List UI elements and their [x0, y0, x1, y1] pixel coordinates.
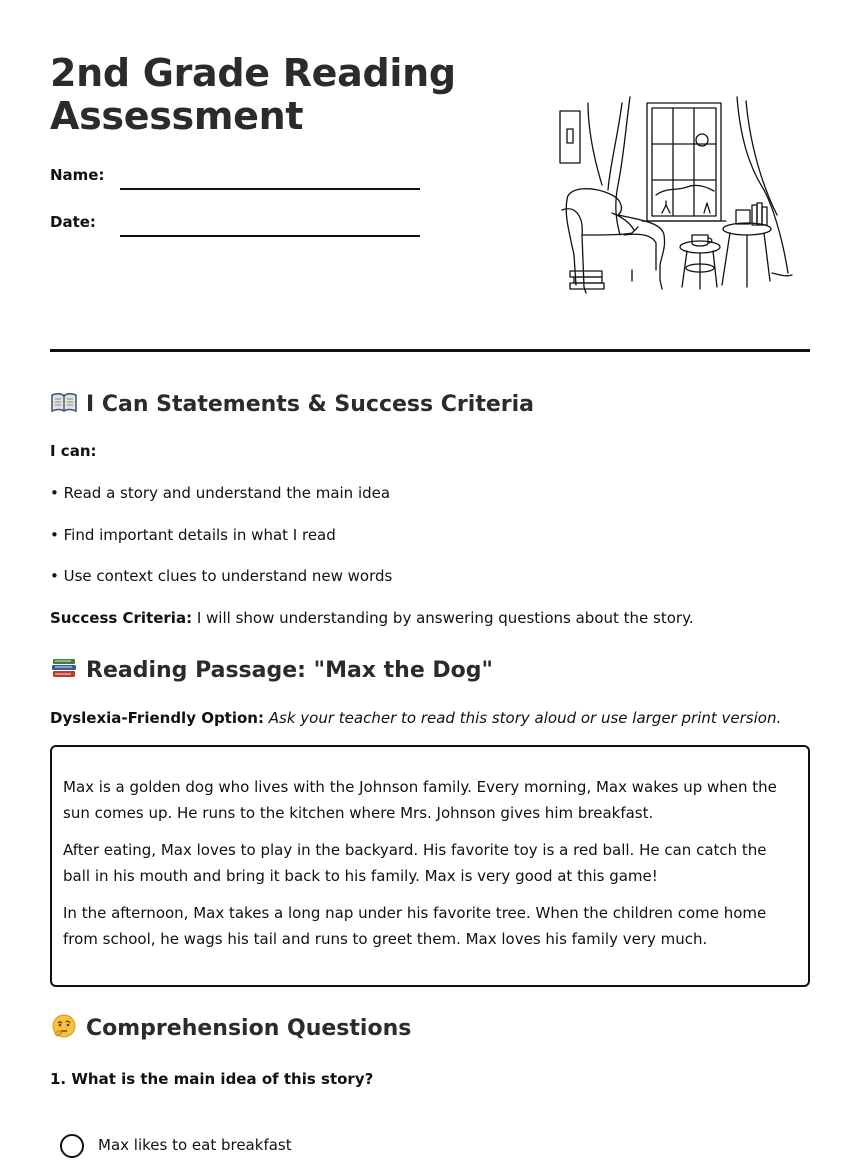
i-can-item-3: • Use context clues to understand new words [50, 567, 393, 585]
section-heading-text: Comprehension Questions [86, 1016, 412, 1041]
reading-room-illustration [552, 95, 797, 295]
section-heading-text: I Can Statements & Success Criteria [86, 392, 534, 417]
section-heading-comprehension [50, 1014, 411, 1041]
success-criteria-label: Success Criteria: [50, 609, 193, 627]
success-criteria-text: I will show understanding by answering questions about the story. [192, 609, 694, 627]
name-write-line[interactable] [120, 188, 420, 190]
passage-paragraph-3: In the afternoon, Max takes a long nap under his favorite tree. When the children come home from school, he wags his tail and runs to greet them. Max loves his family very much. [63, 904, 767, 948]
dyslexia-option [50, 709, 781, 727]
i-can-item-1: • Read a story and understand the main idea [50, 484, 391, 502]
name-label: Name: [50, 166, 105, 184]
dyslexia-option-text: Ask your teacher to read this story aloud or use larger print version. [263, 709, 782, 727]
title-line-1: 2nd Grade Reading [50, 51, 456, 95]
passage-paragraph-2: After eating, Max loves to play in the backyard. His favorite toy is a red ball. He can catch the ball in his mouth and bring it back to his family. Max is very good at this game! [63, 841, 767, 885]
success-criteria [50, 609, 694, 627]
section-heading-reading-passage [50, 656, 493, 683]
question-1: 1. What is the main idea of this story? [50, 1070, 374, 1088]
thinking-face-icon [50, 1014, 78, 1038]
i-can-item-2: • Find important details in what I read [50, 526, 336, 544]
i-can-label: I can: [50, 442, 97, 460]
passage-paragraph-1: Max is a golden dog who lives with the Johnson family. Every morning, Max wakes up when the sun comes up. He runs to the kitchen where Mrs. Johnson gives him breakfast. [63, 778, 777, 822]
date-label: Date: [50, 213, 96, 231]
section-heading-text: Reading Passage: "Max the Dog" [86, 658, 493, 683]
date-write-line[interactable] [120, 235, 420, 237]
section-heading-i-can [50, 390, 534, 417]
date-field[interactable] [50, 213, 430, 243]
answer-radio-1[interactable] [60, 1134, 84, 1158]
name-field[interactable] [50, 166, 430, 196]
answer-option-1-text: Max likes to eat breakfast [98, 1136, 292, 1154]
books-icon [50, 656, 78, 680]
title-line-2: Assessment [50, 94, 304, 138]
dyslexia-option-label: Dyslexia-Friendly Option: [50, 709, 264, 727]
page-title [50, 52, 490, 138]
reading-passage-box [50, 745, 810, 987]
header-divider [50, 349, 810, 352]
open-book-icon [50, 390, 78, 414]
